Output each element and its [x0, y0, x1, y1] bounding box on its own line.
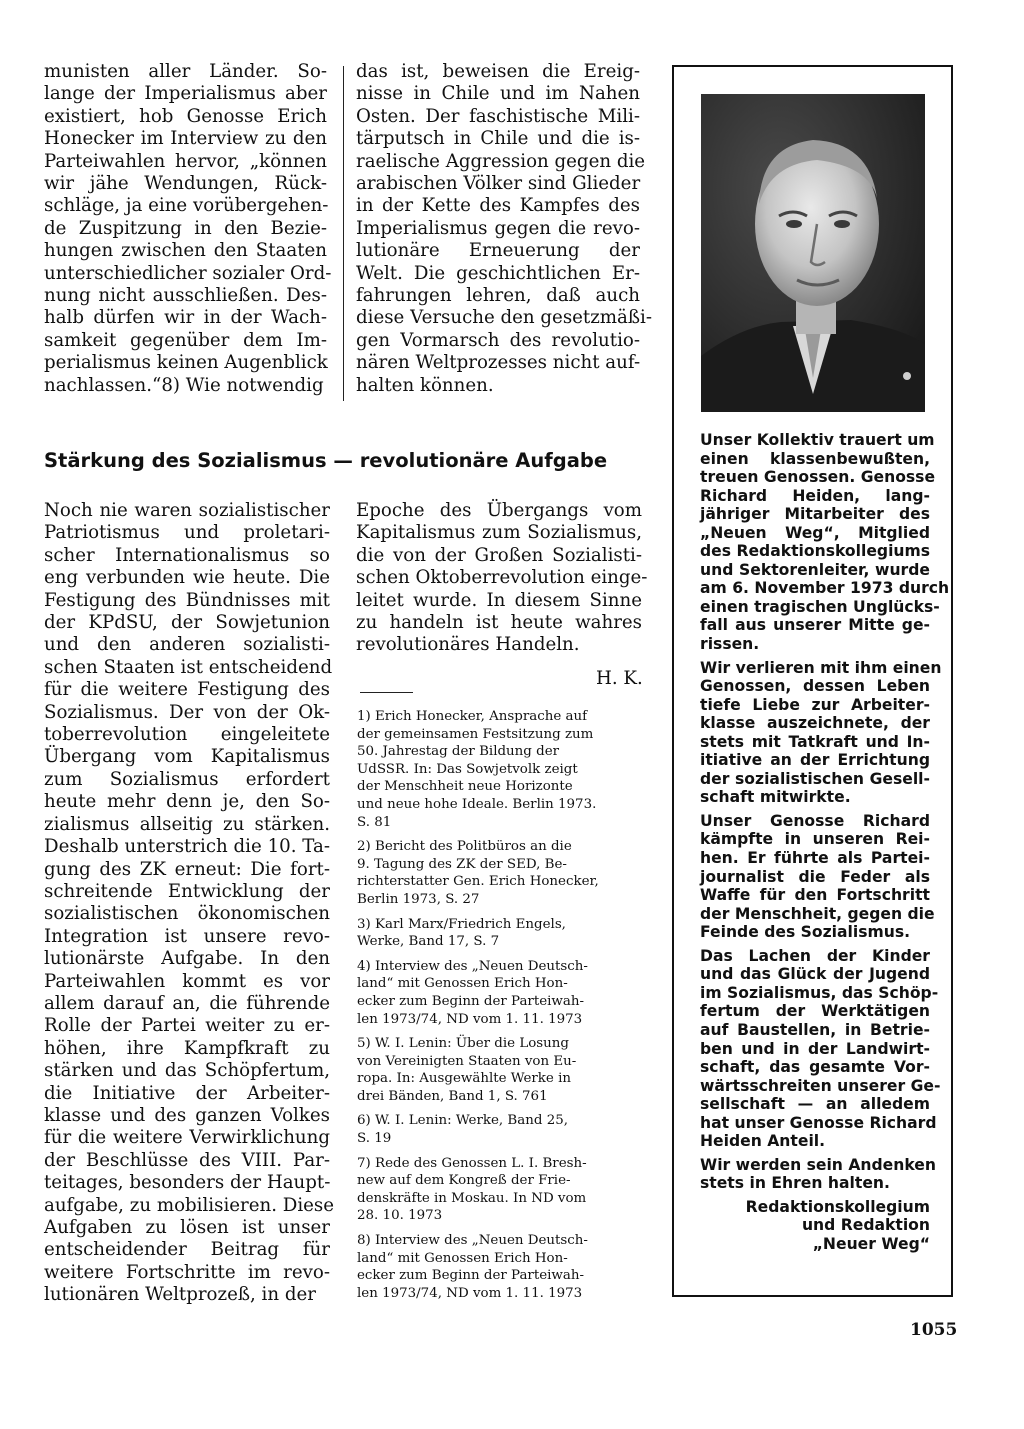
footnote-line: ecker zum Beginn der Parteiwah- — [357, 993, 585, 1009]
text-line: Kapitalismus zum Sozialismus, — [356, 522, 642, 544]
footnote-line: der gemeinsamen Festsitzung zum — [357, 726, 594, 742]
obituary-line: schaft, das gesamte Vor- — [700, 1058, 930, 1077]
footnote — [357, 1155, 643, 1225]
text-line: Epoche des Übergangs vom — [356, 500, 642, 521]
text-line: Festigung des Bündnisses mit — [44, 589, 330, 611]
footnote-line: ropa. In: Ausgewählte Werke in — [357, 1071, 571, 1087]
obituary-line: der sozialistischen Gesell- — [700, 769, 930, 788]
footnote-line: S. 19 — [357, 1131, 392, 1147]
text-line: Übergang vom Kapitalismus — [44, 746, 330, 768]
text-line: für die weitere Festigung des — [44, 679, 330, 701]
text-line: raelische Aggression gegen die — [356, 150, 646, 172]
author-signature: H. K. — [596, 668, 643, 689]
text-line: hungen zwischen den Staaten — [44, 240, 327, 262]
footnote-number: 6) — [357, 1113, 376, 1129]
obituary-line: stets in Ehren halten. — [700, 1174, 890, 1193]
obituary-closing-line: Redaktionskollegium — [745, 1197, 930, 1216]
obituary-closing-line: „Neuer Weg“ — [812, 1234, 930, 1253]
text-line: unterschiedlicher sozialer Ord- — [44, 262, 332, 284]
text-line: der Beschlüsse des VIII. Par- — [44, 1149, 330, 1171]
text-line: Parteiwahlen kommt es vor — [44, 970, 330, 992]
text-line: das ist, beweisen die Ereig- — [356, 61, 640, 82]
text-line: diese Versuche den gesetzmäßi- — [356, 307, 653, 329]
text-line: klasse und des ganzen Volkes — [44, 1104, 330, 1126]
obituary-line: Feinde des Sozialismus. — [700, 923, 911, 942]
text-line: eng verbunden wie heute. Die — [44, 567, 330, 589]
footnote-line: land“ mit Genossen Erich Hon- — [357, 976, 568, 992]
obituary-line: itiative an der Errichtung — [700, 751, 930, 770]
obituary-line: der Menschheit, gegen die — [700, 904, 935, 923]
footnote — [357, 1035, 643, 1105]
text-line: Rolle der Partei weiter zu er- — [44, 1015, 330, 1037]
footnote-line: Werke, Band 17, S. 7 — [357, 934, 500, 950]
text-line: Honecker im Interview zu den — [44, 128, 327, 150]
footnote-line: land“ mit Genossen Erich Hon- — [357, 1250, 568, 1266]
obituary-line: Unser Genosse Richard — [700, 811, 930, 830]
text-line: schreitende Entwicklung der — [44, 880, 330, 902]
text-line: der KPdSU, der Sowjetunion — [44, 612, 330, 634]
text-line: schen Staaten ist entscheidend — [44, 656, 333, 678]
text-line: Integration ist unsere revo- — [44, 925, 330, 947]
text-line: scher Internationalismus so — [44, 544, 330, 566]
footnote-number: 3) — [357, 916, 376, 932]
text-line: Sozialismus. Der von der Ok- — [44, 701, 330, 723]
text-line: revolutionäres Handeln. — [356, 634, 580, 656]
footnote-line: 6) W. I. Lenin: Werke, Band 25, — [357, 1113, 568, 1129]
obituary-line: treuen Genossen. Genosse — [700, 468, 936, 487]
text-line: teitages, besonders der Haupt- — [44, 1172, 331, 1194]
footnote-line: len 1973/74, ND vom 1. 11. 1973 — [357, 1011, 583, 1027]
page-number: 1055 — [910, 1320, 958, 1340]
footnote-line: 7) Rede des Genossen L. I. Bresh- — [357, 1155, 587, 1171]
footnote-number: 2) — [357, 839, 376, 855]
obituary-line: wärtsschreiten unserer Ge- — [700, 1076, 941, 1095]
footnote-line: der Menschheit neue Horizonte — [357, 779, 573, 795]
obituary-line: ben und in der Landwirt- — [700, 1039, 930, 1058]
text-line: Parteiwahlen hervor, „können — [44, 150, 327, 172]
text-line: Noch nie waren sozialistischer — [44, 500, 330, 521]
obituary-line: „Neuen Weg“, Mitglied — [700, 523, 930, 542]
text-line: lutionären Weltprozeß, in der — [44, 1284, 316, 1306]
obituary-line: hat unser Genosse Richard — [700, 1113, 937, 1132]
footnote — [357, 1232, 643, 1302]
text-line: zu handeln ist heute wahres — [356, 612, 642, 634]
obituary-line: Heiden Anteil. — [700, 1132, 826, 1151]
text-line: stärken und das Schöpfertum, — [44, 1060, 330, 1082]
footnote-line: drei Bänden, Band 1, S. 761 — [357, 1088, 548, 1104]
text-line: leitet wurde. In diesem Sinne — [356, 589, 642, 611]
footnote-number: 8) — [357, 1233, 376, 1249]
obituary-line: und Sektorenleiter, wurde — [700, 560, 930, 579]
footnote-line: von Vereinigten Staaten von Eu- — [357, 1053, 577, 1069]
column-top-left — [44, 61, 332, 397]
obituary-line: schaft mitwirkte. — [700, 788, 851, 807]
obituary-closing-line: und Redaktion — [801, 1216, 930, 1235]
obituary-line: jähriger Mitarbeiter des — [700, 505, 930, 524]
obituary-line: einen klassenbewußten, — [700, 449, 930, 468]
obituary-line: rissen. — [700, 635, 760, 654]
text-line: Osten. Der faschistische Mili- — [356, 105, 640, 127]
footnote-line: und neue hohe Ideale. Berlin 1973. — [357, 796, 597, 812]
footnote — [357, 1112, 643, 1147]
text-line: Patriotismus und proletari- — [44, 522, 330, 544]
text-line: halten können. — [356, 374, 494, 396]
text-line: schen Oktoberrevolution einge- — [356, 567, 648, 589]
obituary-line: Wir verlieren mit ihm einen — [700, 658, 942, 677]
text-line: Deshalb unterstrich die 10. Ta- — [44, 836, 330, 858]
text-line: existiert, hob Genosse Erich — [44, 105, 327, 127]
section-heading: Stärkung des Sozialismus — revolutionäre Aufgabe — [44, 449, 608, 472]
footnote-line: richterstatter Gen. Erich Honecker, — [357, 874, 599, 890]
footnote-line: denskräfte in Moskau. In ND vom — [357, 1190, 587, 1206]
footnote-line: len 1973/74, ND vom 1. 11. 1973 — [357, 1285, 583, 1301]
text-line: halb dürfen wir in der Wach- — [44, 307, 327, 329]
portrait-image — [701, 94, 925, 412]
obituary-line: Waffe für den Fortschritt — [700, 886, 930, 905]
obituary-line: am 6. November 1973 durch — [700, 579, 950, 598]
text-line: schläge, ja eine vorübergehen- — [44, 195, 329, 217]
text-line: nachlassen.“8) Wie notwendig — [44, 374, 324, 396]
text-line: weitere Fortschritte im revo- — [44, 1261, 330, 1283]
text-line: die Initiative der Arbeiter- — [44, 1082, 330, 1104]
text-line: nären Weltprozesses nicht auf- — [356, 352, 641, 374]
text-line: samkeit gegenüber dem Im- — [44, 329, 327, 351]
obituary-line: sellschaft — an alledem — [700, 1095, 930, 1114]
obituary-line: fall aus unserer Mitte ge- — [700, 616, 930, 635]
text-line: toberrevolution eingeleitete — [44, 724, 330, 746]
footnote-line: Berlin 1973, S. 27 — [357, 891, 480, 907]
text-line: die von der Großen Sozialisti- — [356, 544, 642, 566]
footnote-number: 5) — [357, 1036, 376, 1052]
obituary-line: im Sozialismus, das Schöp- — [700, 983, 939, 1002]
obituary-line: Richard Heiden, lang- — [700, 486, 930, 505]
obituary-line: Unser Kollektiv trauert um — [700, 431, 935, 449]
text-line: wir jähe Wendungen, Rück- — [44, 173, 327, 195]
footnote-line: UdSSR. In: Das Sowjetvolk zeigt — [357, 761, 578, 777]
footnote-number: 7) — [357, 1155, 376, 1171]
column-bottom-left — [44, 500, 335, 1307]
text-line: und den anderen sozialisti- — [44, 634, 330, 656]
text-line: perialismus keinen Augenblick — [44, 352, 328, 374]
text-line: gung des ZK erneut: Die fort- — [44, 858, 330, 880]
footnote-line: S. 81 — [357, 814, 392, 830]
footnote-number: 4) — [357, 958, 376, 974]
footnote — [357, 708, 643, 831]
obituary-line: kämpfte in unseren Rei- — [700, 830, 930, 849]
footnote-line: 3) Karl Marx/Friedrich Engels, — [357, 916, 566, 932]
text-line: zum Sozialismus erfordert — [44, 768, 330, 790]
obituary-line: stets mit Tatkraft und In- — [700, 732, 930, 751]
obituary-line: auf Baustellen, in Betrie- — [700, 1020, 930, 1039]
column-divider — [343, 66, 344, 401]
text-line: gen Vormarsch des revolutio- — [356, 329, 640, 351]
text-line: allem darauf an, die führende — [44, 992, 330, 1014]
footnote-line: 1) Erich Honecker, Ansprache auf — [357, 709, 588, 724]
text-line: de Zuspitzung in den Bezie- — [44, 217, 327, 239]
text-line: lutionäre Erneuerung der — [356, 240, 640, 262]
text-line: nung nicht ausschließen. Des- — [44, 285, 327, 307]
footnote-line: 9. Tagung des ZK der SED, Be- — [357, 856, 567, 872]
footnote-rule — [360, 692, 413, 693]
text-line: munisten aller Länder. So- — [44, 61, 327, 82]
text-line: fahrungen lehren, daß auch — [356, 285, 640, 307]
obituary-line: tiefe Liebe zur Arbeiter- — [700, 695, 930, 714]
text-line: lange der Imperialismus aber — [44, 83, 327, 105]
text-line: lutionärste Aufgabe. In den — [44, 948, 330, 970]
footnote — [357, 838, 643, 908]
obituary-line: journalist die Feder als — [700, 867, 930, 886]
text-line: für die weitere Verwirklichung — [44, 1127, 330, 1149]
text-line: tärputsch in Chile und die is- — [356, 128, 640, 150]
column-bottom-middle — [356, 500, 648, 657]
text-line: Aufgaben zu lösen ist unser — [44, 1217, 330, 1238]
obituary-line: des Redaktionskollegiums — [700, 542, 931, 561]
footnote-line: 4) Interview des „Neuen Deutsch- — [357, 958, 588, 974]
obituary-line: hen. Er führte als Partei- — [700, 849, 930, 868]
footnote-line: 2) Bericht des Politbüros an die — [357, 839, 572, 855]
footnote — [357, 916, 643, 951]
footnote-number: 1) — [357, 709, 376, 724]
obituary-line: klasse auszeichnete, der — [700, 714, 930, 733]
text-line: zialismus allseitig zu stärken. — [44, 813, 330, 835]
text-line: höhen, ihre Kampfkraft zu — [44, 1037, 330, 1059]
obituary-line: einen tragischen Unglücks- — [700, 597, 940, 616]
obituary-line: Wir werden sein Andenken — [700, 1155, 936, 1174]
footnote — [357, 958, 643, 1028]
portrait-photo — [701, 94, 925, 412]
text-line: in der Kette des Kampfes des — [356, 195, 640, 217]
footnote-line: ecker zum Beginn der Parteiwah- — [357, 1268, 585, 1284]
text-line: aufgabe, zu mobilisieren. Diese — [44, 1194, 335, 1216]
obituary-line: fertum der Werktätigen — [700, 1002, 930, 1021]
obituary-text — [700, 431, 950, 1254]
column-top-middle — [356, 61, 653, 397]
obituary-line: Das Lachen der Kinder — [700, 946, 930, 965]
obituary-line: und das Glück der Jugend — [700, 965, 930, 984]
footnote-line: new auf dem Kongreß der Frie- — [357, 1173, 571, 1189]
text-line: Imperialismus gegen die revo- — [356, 217, 640, 239]
text-line: nisse in Chile und im Nahen — [356, 83, 640, 105]
footnote-line: 50. Jahrestag der Bildung der — [357, 744, 560, 760]
footnotes — [357, 708, 643, 1309]
footnote-line: 8) Interview des „Neuen Deutsch- — [357, 1233, 588, 1249]
obituary-line: Genossen, dessen Leben — [700, 677, 930, 696]
text-line: entscheidender Beitrag für — [44, 1239, 330, 1261]
footnote-line: 28. 10. 1973 — [357, 1208, 443, 1224]
text-line: Welt. Die geschichtlichen Er- — [356, 262, 640, 284]
text-line: heute mehr denn je, den So- — [44, 791, 330, 813]
text-line: arabischen Völker sind Glieder — [356, 173, 641, 195]
text-line: sozialistischen ökonomischen — [44, 903, 330, 925]
footnote-line: 5) W. I. Lenin: Über die Losung — [357, 1036, 569, 1052]
